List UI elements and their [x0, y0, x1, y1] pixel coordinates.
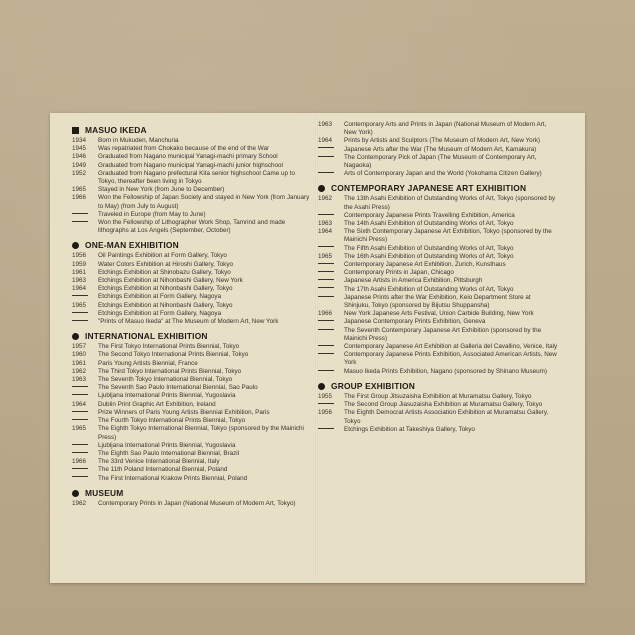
entry-text: The Sixth Contemporary Japanese Art Exhibition, Tokyo (sponsored by the Mainichi Press) — [344, 228, 552, 244]
chronology-entry — [318, 343, 558, 351]
continuation-dash — [318, 401, 344, 409]
entry-year: 1949 — [72, 161, 87, 169]
chronology-entry — [318, 170, 558, 178]
entry-text: Graduated from Nagano prefectural Kita senior highschool Came up to Tokyo, thereafter been living in Tokyo — [98, 169, 296, 186]
continuation-dash — [72, 417, 98, 425]
entry-text: Etchings Exhibition at Takeshiya Gallery, Tokyo — [344, 425, 475, 433]
chronology-entry — [318, 245, 558, 253]
chronology-entry — [318, 351, 558, 367]
section-title: INTERNATIONAL EXHIBITION — [85, 331, 208, 342]
entry-year: 1955 — [318, 392, 333, 400]
continuation-dash — [318, 170, 344, 178]
entry-text: The Fifth Asahi Exhibition of Outstanding Works of Art, Tokyo — [344, 244, 514, 252]
chronology-entry — [72, 392, 312, 400]
chronology-entry — [318, 137, 558, 145]
entry-text: The 16th Asahi Exhibition of Outstanding Works of Art, Tokyo — [344, 252, 514, 260]
chronology-entry — [318, 368, 558, 376]
entry-year: 1962 — [72, 367, 87, 375]
entry-text: Ljubljana International Prints Biennial, Yugoslavia — [98, 441, 236, 449]
continuation-dash — [318, 286, 344, 294]
continuation-dash — [72, 211, 98, 219]
entry-text: "Prints of Masuo Ikeda" at The Museum of Modern Art, New York — [98, 318, 279, 326]
entry-text: Born in Mukuden, Manchuria — [98, 137, 179, 144]
chronology-entry — [72, 170, 312, 186]
chronology-entry — [318, 146, 558, 154]
continuation-dash — [72, 392, 98, 400]
entry-text: Contemporary Japanese Art Exhibition at Galleria del Cavallino, Venice, Italy — [344, 343, 558, 351]
entry-year: 1956 — [72, 252, 87, 260]
entry-text: The First Group Jitsuzaisha Exhibition at Muramatsu Gallery, Tokyo — [344, 392, 532, 400]
chronology-entry — [318, 401, 558, 409]
chronology-entry — [72, 466, 312, 474]
entry-text: The First International Krakow Prints Biennial, Poland — [98, 474, 248, 482]
chronology-entry — [318, 426, 558, 434]
entry-text: The Contemporary Pick of Japan (The Museum of Contemporary Art, Nagaoka) — [344, 153, 537, 170]
entry-year: 1966 — [72, 458, 87, 466]
chronology-entry — [72, 153, 312, 161]
entry-year: 1965 — [318, 252, 333, 260]
chronology-entry — [318, 327, 558, 343]
entry-text: Water Colors Exhibition at Hiroshi Gallery, Tokyo — [98, 260, 233, 268]
chronology-entry — [72, 409, 312, 417]
chronology-entry — [72, 318, 312, 326]
chronology-entry — [318, 310, 558, 318]
continuation-dash — [318, 426, 344, 434]
chronology-entry — [72, 376, 312, 384]
entry-text: Japanese Artists in America Exhibition, Pittsburgh — [344, 277, 483, 285]
continuation-dash — [318, 261, 344, 269]
entry-year: 1964 — [318, 137, 333, 145]
continuation-dash — [72, 442, 98, 450]
continuation-dash — [72, 450, 98, 458]
entry-year: 1965 — [72, 425, 87, 433]
chronology-entry — [318, 121, 558, 137]
entry-text: Contemporary Prints in Japan (National Museum of Modern Art, Tokyo) — [98, 499, 296, 507]
entry-text: Contemporary Japanese Art Exhibition, Zurich, Kunsthaus — [344, 261, 506, 269]
chronology-entry — [72, 186, 312, 194]
bullet-square-icon — [72, 127, 79, 134]
entry-text: Contemporary Japanese Prints Exhibition, Associated American Artists, New York — [344, 351, 557, 367]
bullet-circle-icon — [72, 333, 79, 340]
chronology-entry — [72, 368, 312, 376]
entry-text: Contemporary Arts and Prints in Japan (National Museum of Modern Art, New York) — [344, 121, 547, 137]
entry-text: The 14th Asahi Exhibition of Outstanding Works of Art, Tokyo — [344, 220, 514, 228]
entry-text: The Seventh Tokyo International Biennial, Tokyo — [98, 376, 233, 384]
continuation-dash — [72, 310, 98, 318]
entry-year: 1963 — [72, 376, 87, 384]
entry-year: 1964 — [318, 228, 333, 236]
entry-year: 1962 — [318, 195, 333, 203]
entry-text: Paris Young Artists Biennial, France — [98, 359, 198, 367]
entry-year: 1966 — [318, 310, 333, 318]
chronology-entry — [72, 162, 312, 170]
entry-text: Japanese Arts after the War (The Museum of Modern Art, Kamakura) — [344, 145, 537, 153]
bullet-circle-icon — [318, 185, 325, 192]
chronology-entry — [72, 500, 312, 508]
continuation-dash — [318, 212, 344, 220]
entry-text: Arts of Contemporary Japan and the World (Yokohama Citizen Gallery) — [344, 170, 542, 178]
chronology-entry — [72, 425, 312, 441]
chronology-entry — [72, 145, 312, 153]
continuation-dash — [318, 269, 344, 277]
entry-text: The 11th Poland International Biennial, Poland — [98, 466, 228, 474]
entry-year: 1946 — [72, 153, 87, 161]
chronology-entry — [318, 286, 558, 294]
chronology-entry — [72, 310, 312, 318]
chronology-entry — [72, 343, 312, 351]
entry-year: 1966 — [72, 194, 87, 202]
chronology-entry — [72, 475, 312, 483]
entry-text: The Fourth Tokyo International Prints Biennial, Tokyo — [98, 417, 246, 425]
chronology-entry — [72, 194, 312, 210]
entry-text: Etchings Exhibition at Nihonbashi Gallery, Tokyo — [98, 285, 233, 293]
continuation-dash — [72, 466, 98, 474]
entry-year: 1934 — [72, 137, 87, 144]
entry-year: 1963 — [318, 121, 333, 128]
chronology-entry — [72, 252, 312, 260]
entry-year: 1965 — [72, 186, 87, 194]
chronology-entry — [318, 318, 558, 326]
continuation-dash — [318, 277, 344, 285]
continuation-dash — [72, 475, 98, 483]
entry-year: 1945 — [72, 145, 87, 153]
section-heading — [72, 488, 312, 499]
chronology-entry — [72, 137, 312, 145]
entry-year: 1965 — [72, 301, 87, 309]
chronology-entry — [72, 211, 312, 219]
chronology-entry — [72, 442, 312, 450]
entry-text: Was repatriated from Chokako because of the end of the War — [98, 145, 270, 153]
right-column — [318, 121, 558, 434]
entry-text: The Second Tokyo International Prints Biennial, Tokyo — [98, 351, 249, 359]
bullet-circle-icon — [318, 383, 325, 390]
entry-text: The 13th Asahi Exhibition of Outstanding Works of Art, Tokyo (sponsored by the Asahi Press) — [344, 195, 556, 211]
chronology-entry — [72, 417, 312, 425]
continuation-dash — [318, 368, 344, 376]
continuation-dash — [72, 409, 98, 417]
chronology-entry — [72, 360, 312, 368]
entry-year: 1961 — [72, 359, 87, 367]
entry-text: Won the Fellowship of Japan Society and stayed in New York (from January to May) (from July to August) — [98, 194, 310, 210]
chronology-entry — [72, 261, 312, 269]
continuation-dash — [318, 351, 344, 367]
entry-text: Traveled in Europe (from May to June) — [98, 210, 206, 218]
entry-text: Prints by Artists and Sculptors (The Museum of Modern Art, New York) — [344, 137, 540, 145]
chronology-entry — [318, 228, 558, 244]
entry-year: 1952 — [72, 169, 87, 177]
entry-text: The Eighth Sao Paulo International Biennial, Brazil — [98, 449, 240, 457]
entry-text: The 33rd Venice International Biennial, Italy — [98, 458, 220, 466]
section-heading — [72, 331, 312, 342]
entry-year: 1959 — [72, 260, 87, 268]
entry-text: Contemporary Prints in Japan, Chicago — [344, 269, 454, 277]
entry-text: Dublin Print Graphic Art Exhibition, Ireland — [98, 400, 216, 408]
biography-sheet — [50, 113, 585, 583]
continuation-dash — [318, 343, 344, 351]
chronology-entry — [318, 195, 558, 211]
entry-text: The Eighth Democrat Artists Association Exhibition at Muramatsu Gallery, Tokyo — [344, 409, 549, 425]
continuation-dash — [72, 384, 98, 392]
continuation-dash — [72, 219, 98, 235]
entry-text: Japanese Prints after the War Exhibition, Keio Department Store at Shinjuku, Tokyo (sponsored by Bijutsu Shuppansha) — [344, 293, 531, 310]
entry-text: The Second Group Jiasuzaisha Exhibition at Muramatsu Gallery, Tokyo — [344, 401, 543, 409]
entry-year: 1957 — [72, 343, 87, 351]
chronology-entry — [318, 277, 558, 285]
chronology-entry — [318, 154, 558, 170]
bullet-circle-icon — [72, 242, 79, 249]
entry-text: Graduated from Nagano municipal Yanagi-machi primary School — [98, 153, 278, 161]
left-column — [72, 125, 312, 508]
section-heading — [318, 183, 558, 194]
chronology-entry — [72, 219, 312, 235]
entry-text: The 17th Asahi Exhibition of Outstanding Works of Art, Tokyo — [344, 285, 514, 293]
chronology-entry — [72, 450, 312, 458]
entry-text: Japanese Contemporary Prints Exhibition, Geneva — [344, 318, 486, 326]
chronology-entry — [318, 269, 558, 277]
entry-text: Etchings Exhibition at Shinobazu Gallery, Tokyo — [98, 268, 231, 276]
entry-text: Oil Paintings Exhibition at Form Gallery, Tokyo — [98, 252, 227, 260]
entry-text: Ljubljana International Prints Biennial, Yugoslavia — [98, 392, 236, 400]
entry-year: 1962 — [72, 499, 87, 507]
entry-year: 1956 — [318, 409, 333, 417]
entry-text: Prize Winners of Paris Young Artists Biennial Exhibition, Paris — [98, 408, 270, 416]
continuation-dash — [72, 318, 98, 326]
section-title: ONE-MAN EXHIBITION — [85, 240, 179, 251]
entry-text: New York Japanese Arts Festival, Union Carbide Building, New York — [344, 310, 534, 318]
entry-text: The Seventh Contemporary Japanese Art Exhibition (sponsored by the Mainichi Press) — [344, 326, 542, 342]
chronology-entry — [318, 261, 558, 269]
entry-text: Etchings Exhibition at Nihonbashi Gallery, New York — [98, 277, 243, 285]
chronology-entry — [318, 409, 558, 425]
chronology-entry — [318, 253, 558, 261]
section-title: CONTEMPORARY JAPANESE ART EXHIBITION — [331, 183, 527, 194]
chronology-entry — [72, 384, 312, 392]
chronology-entry — [72, 351, 312, 359]
chronology-entry — [72, 302, 312, 310]
continuation-dash — [318, 327, 344, 343]
chronology-entry — [72, 458, 312, 466]
section-title: GROUP EXHIBITION — [331, 380, 416, 391]
entry-year: 1963 — [318, 220, 333, 228]
section-title: MASUO IKEDA — [85, 125, 147, 135]
entry-text: The Third Tokyo International Prints Biennial, Tokyo — [98, 367, 242, 375]
entry-text: Etchings Exhibition at Nihonbashi Gallery, Tokyo — [98, 301, 233, 309]
continuation-dash — [318, 146, 344, 154]
entry-text: The Eighth Tokyo International Biennial, Tokyo (sponsored by the Mainichi Press) — [98, 425, 304, 441]
chronology-entry — [72, 285, 312, 293]
continuation-dash — [318, 318, 344, 326]
section-title: MUSEUM — [85, 487, 124, 498]
continuation-dash — [318, 294, 344, 310]
continuation-dash — [318, 245, 344, 253]
entry-text: Etchings Exhibition at Form Gallery, Nagoya — [98, 309, 222, 317]
entry-year: 1961 — [72, 268, 87, 276]
chronology-entry — [318, 212, 558, 220]
entry-text: The Seventh Sao Paulo International Biennial, Sao Paulo — [98, 384, 258, 392]
entry-year: 1963 — [72, 277, 87, 285]
chronology-entry — [318, 294, 558, 310]
chronology-entry — [318, 393, 558, 401]
entry-year: 1964 — [72, 400, 87, 408]
section-heading — [318, 381, 558, 392]
chronology-entry — [72, 269, 312, 277]
section-heading — [72, 240, 312, 251]
bullet-circle-icon — [72, 490, 79, 497]
entry-text: Etchings Exhibition at Form Gallery, Nagoya — [98, 293, 222, 301]
chronology-entry — [72, 293, 312, 301]
entry-text: Stayed in New York (from June to December) — [98, 186, 225, 194]
entry-year: 1964 — [72, 285, 87, 293]
entry-text: Graduated from Nagano municipal Yanagi-machi junior highschool — [98, 161, 283, 169]
continuation-dash — [72, 293, 98, 301]
entry-text: The First Tokyo International Prints Biennial, Tokyo — [98, 343, 240, 351]
chronology-entry — [72, 277, 312, 285]
section-heading — [72, 125, 312, 136]
entry-text: Won the Fellowship of Lithographer Work Shop, Tamrind and made lithographs at Los Angels (September, October) — [98, 219, 286, 235]
continuation-dash — [318, 154, 344, 170]
entry-year: 1960 — [72, 351, 87, 359]
entry-text: Contemporary Japanese Prints Travelling Exhibition, America — [344, 211, 515, 219]
entry-text: Masuo Ikeda Prints Exhibition, Nagano (sponsored by Shinano Museum) — [344, 367, 548, 375]
chronology-entry — [318, 220, 558, 228]
chronology-entry — [72, 401, 312, 409]
